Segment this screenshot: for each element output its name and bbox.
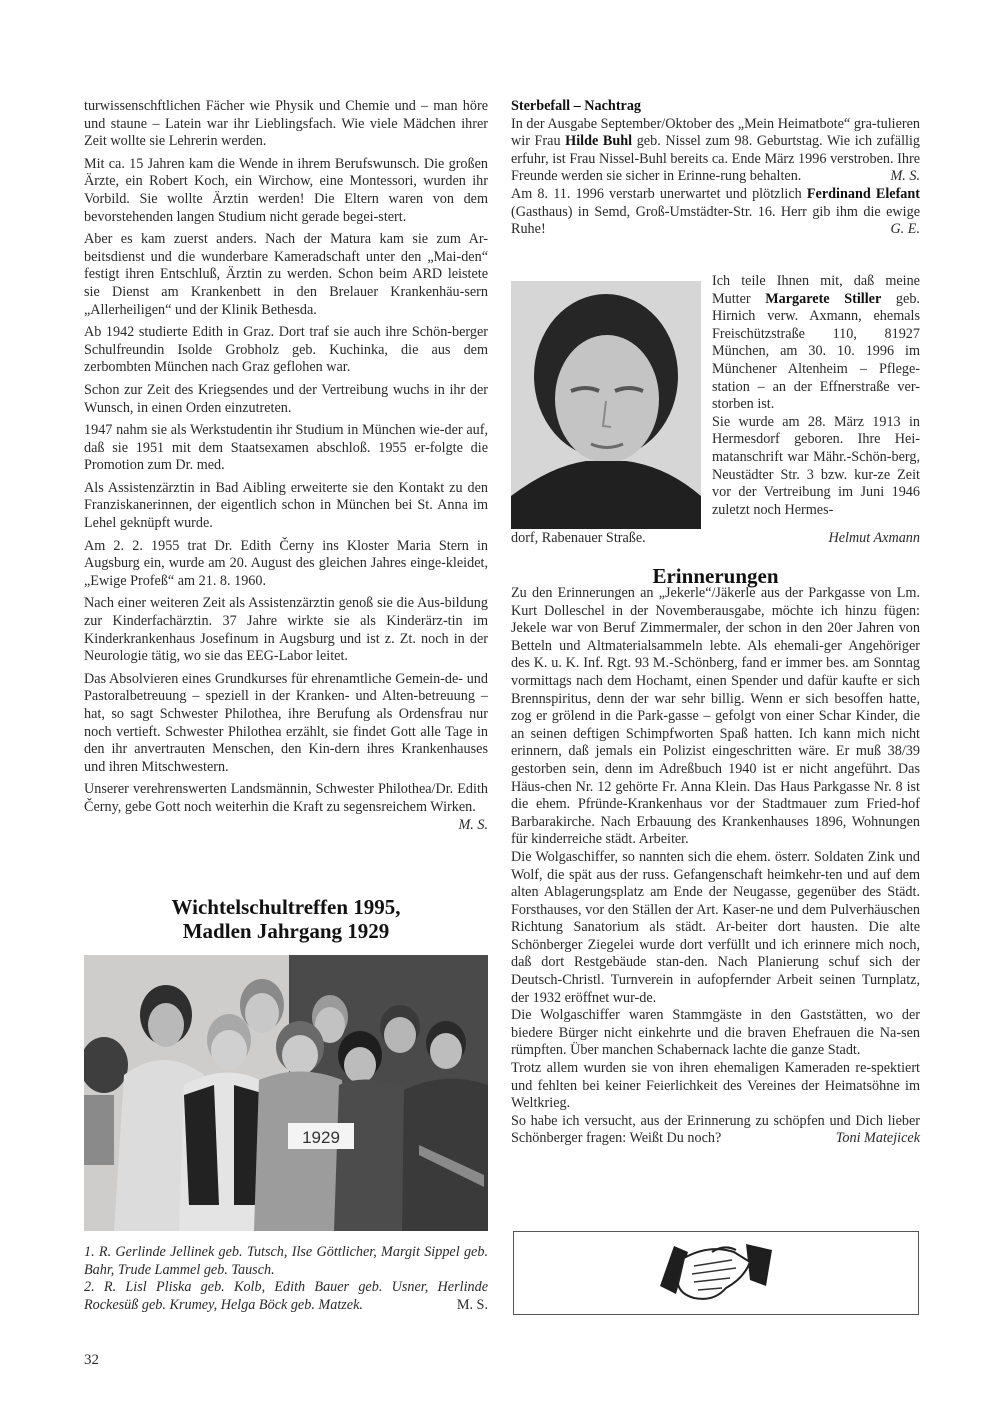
paragraph: Als Assistenzärztin in Bad Aibling erweiterte sie den Kontakt zu den Franziskanerinnen, der eigentlich schon in München bei St. Anna im Lehel geknüpft wurde.: [84, 479, 488, 532]
person-name: Margarete Stiller: [765, 290, 882, 307]
text: geb. Hirnich verw. Axmann, ehemals Freischützstraße 110, 81927 München, am 30. 10. 1996 im Münchener Altenheim – Pflege-station – an der Effnerstraße ver-storben ist.: [712, 290, 920, 413]
text: (Gasthaus) in Semd, Groß-Umstädter-Str. 16. Herr gib ihm die ewige Ruhe!: [511, 203, 920, 238]
page-number: 32: [84, 1352, 99, 1368]
handshake-box: [513, 1231, 919, 1315]
left-article-column: [84, 98, 488, 839]
obituary-paragraph-1: [712, 273, 920, 414]
text: Ich teile Ihnen mit, daß meine Mutter: [712, 273, 920, 307]
text: In der Ausgabe September/Oktober des „Mein Heimatbote“ gra-tulieren wir Frau: [511, 115, 920, 150]
paragraph: Trotz allem wurden sie von ihren ehemaligen Kameraden re-spektiert und fehlten bei keiner Feierlichkeit des Vereines der Heimatsöhne im Weltkrieg.: [511, 1060, 920, 1112]
portrait-frame: [511, 281, 701, 529]
sterbefall-article: [511, 98, 920, 239]
author-signature: M. S.: [458, 816, 488, 833]
sterbefall-paragraph-2: [511, 186, 920, 239]
group-photo-icon: [84, 955, 488, 1231]
author-signature: G. E.: [890, 221, 920, 238]
closing-paragraph: [84, 781, 488, 834]
paragraph: Am 2. 2. 1955 trat Dr. Edith Černy ins Kloster Maria Stern in Augsburg ein, wurde am 20. August des gleichen Jahres einge-kleidet, „Ewige Profeß“ am 21. 8. 1960.: [84, 537, 488, 589]
paragraph: Aber es kam zuerst anders. Nach der Matura kam sie zum Ar-beitsdienst und die wunderbare Kameradschaft unter den „Mai-den“ festigt ihren Entschluß, Ärztin zu werden. Schon beim ARD leistete sie Dienst am Krankenbett in den Brelauer Krankenhäu-sern „Allerheiligen“ und der Klinik Bethesda.: [84, 231, 488, 318]
obituary-paragraph-2: Sie wurde am 28. März 1913 in Hermesdorf geboren. Ihre Hei-matanschrift war Mähr.-Schön-berg, Neustädter Str. 3 bzw. kur-ze Zeit vor der Vertreibung im Juni 1946 zuletzt noch Hermes-: [712, 413, 920, 518]
paragraph: turwissenschftlichen Fächer wie Physik und Chemie und – man höre und staune – Latein war ihr Lieblingsfach. Wie viele Mädchen ihrer Zeit wollte sie Lehrerin werden.: [84, 98, 488, 150]
continuation-text: dorf, Rabenauer Straße.: [511, 530, 646, 546]
paragraph: Die Wolgaschiffer, so nannten sich die ehem. österr. Soldaten Zink und Wolf, die spät aus der russ. Gefangenschaft heimkehr-ten und auf dem alten Ablagerungsplatz am Ende der Neugasse, gegenüber des Städt. Forsthauses, vor den Ställen der Art. Kaser-ne und dem Pulverhäuschen Richtung Sanatorium als städt. Ar-beiter dort hausten. Die alte Schönberger Ziegelei wurde dort verfüllt und ich erinnere mich noch, daß dort Restgebäude stan-den. Nach Planierung schuf sich der Deutsch-Christl. Turnverein in aufopfernder Arbeit seinen Turnplatz, der 1932 eröffnet wur-de.: [511, 848, 920, 1006]
author-signature: M. S.: [890, 168, 920, 185]
paragraph: Schon zur Zeit des Kriegsendes und der Vertreibung wuchs in ihr der Wunsch, in einen Orden einzutreten.: [84, 381, 488, 416]
group-photo-illustration: [84, 955, 488, 1231]
wichtel-heading: [84, 895, 488, 943]
obituary-text: [712, 273, 920, 519]
handshake-icon: [654, 1238, 779, 1308]
photo-sign-text: 1929: [302, 1128, 340, 1147]
paragraph: Die Wolgaschiffer waren Stammgäste in den Gaststätten, wo der biedere Bürger nicht einkehrte und die braven Ehefrauen die Na-sen rümpften. Über manchen Schabernack lachte die ganze Stadt.: [511, 1007, 920, 1059]
text: geb. Nissel zum 98. Geburtstag. Wie ich zufällig erfuhr, ist Frau Nissel-Buhl bereits ca. Ende März 1996 verstroben. Ihre Freunde werden sie sicher in Erinne-rung behalten.: [511, 133, 920, 185]
portrait-illustration: [511, 281, 701, 529]
closing-paragraph: [511, 1113, 920, 1148]
erinnerungen-heading: Erinnerungen: [652, 564, 779, 588]
paragraph: Zu den Erinnerungen an „Jekerle“/Jäkerle aus der Parkgasse von Lm. Kurt Dolleschel in der Novemberausgabe, möchte ich hinzu fügen: Jekele war von Beruf Zimmermaler, der schon in den 20er Jahren von Betteln und Altmaterialsammeln lebte. Als ehemali-ger Angehöriger des K. u. K. Inf. Rgt. 93 M.-Schönberg, fand er immer bes. am Sonntag vormittags nach dem Hochamt, einen Spender und dafür kaufte er sich Brennspiritus, denn der war sehr billig. Wenn er sich besoffen hatte, zog er grölend in die Park-gasse – gefolgt von einer Schar Kinder, die an seinen deftigen Schimpfworten Spaß hatten. Ich kann mich nicht erinnern, daß jemals ein Polizist eingeschritten wäre. Er muß 38/39 gestorben sein, denn im Adreßbuch 1940 ist er nicht angeführt. Das Häus-chen Nr. 12 gehörte Fr. Anna Klein. Das Haus Parkgasse Nr. 8 ist die ehem. Pfründe-Krankenhaus vor der Stadtmauer zum Fried-hof Barbarakirche. Nach Erbauung des Krankenhauses 1896, Wohnungen für kinderreiche städt. Arbeiter.: [511, 585, 920, 848]
paragraph-text: So habe ich versucht, aus der Erinnerung zu schöpfen und Dich lieber Schönberger fragen: Weißt Du noch?: [511, 1112, 920, 1147]
sterbefall-paragraph-1: [511, 116, 920, 186]
paragraph: Ab 1942 studierte Edith in Graz. Dort traf sie auch ihre Schön-berger Schulfreundin Isolde Grobholz geb. Kuchinka, die aus dem zerbombten München nach Graz geflohen war.: [84, 324, 488, 376]
photo-caption: [84, 1244, 488, 1314]
paragraph: Nach einer weiteren Zeit als Assistenzärztin genoß sie die Aus-bildung zur Kinderfachärztin. 37 Jahre wirkte sie als Kinderärz-tin im Kinderkrankenhaus Josefinum in Augsburg und ist z. Zt. noch in der Neurologie tätig, wo sie das EEG-Labor leitet.: [84, 595, 488, 665]
author-signature: Helmut Axmann: [828, 530, 920, 546]
heading-line: Madlen Jahrgang 1929: [182, 919, 390, 943]
author-signature: Toni Matejicek: [835, 1130, 920, 1147]
person-name: Ferdinand Elefant: [806, 185, 921, 202]
obituary-continuation: [511, 530, 920, 548]
heading-line: Wichtelschultreffen 1995,: [171, 895, 401, 919]
paragraph: Das Absolvieren eines Grundkurses für ehrenamtliche Gemein-de- und Pastoralbetreuung – speziell in der Kranken- und Alten-betreuung – hat, so sagt Schwester Philothea, ihre Berufung als Ordensfrau nur noch vertieft. Schwester Philothea erzählt, sie findet Gott alle Tage in den ihr anvertrauten Menschen, den Kin-dern ihres Krankenhauses und ihren Mitschwestern.: [84, 670, 488, 775]
text: Am 8. 11. 1996 verstarb unerwartet und plötzlich: [511, 185, 807, 202]
caption-row-2: 2. R. Lisl Pliska geb. Kolb, Edith Bauer geb. Usner, Herlinde Rockesüß geb. Krumey, Helga Böck geb. Matzek.: [84, 1279, 488, 1313]
portrait-photo-icon: [511, 281, 701, 529]
sterbefall-heading: Sterbefall – Nachtrag: [511, 98, 642, 114]
erinnerungen-article: [511, 585, 920, 1148]
caption-row-1: 1. R. Gerlinde Jellinek geb. Tutsch, Ilse Göttlicher, Margit Sippel geb. Bahr, Trude Lammel geb. Tausch.: [84, 1244, 488, 1278]
person-name: Hilde Buhl: [565, 133, 633, 150]
caption-signature: M. S.: [456, 1296, 488, 1313]
paragraph-text: Unserer verehrenswerten Landsmännin, Schwester Philothea/Dr. Edith Černy, gebe Gott noch weiterhin die Kraft zu segensreichem Wirken.: [84, 781, 488, 815]
paragraph: Mit ca. 15 Jahren kam die Wende in ihrem Berufswunsch. Die großen Ärzte, ein Robert Koch, ein Wirchow, eine Montessori, wurden ihr Vorbild. Sie wollte Ärztin werden! Die Eltern waren von dem bevorstehenden langen Studium nicht gerade begei-stert.: [84, 155, 488, 225]
caption-row-2-wrap: [84, 1279, 488, 1314]
paragraph: 1947 nahm sie als Werkstudentin ihr Studium in München wie-der auf, daß sie 1951 mit dem Staatsexamen abschloß. 1955 er-folgte die Promotion zum Dr. med.: [84, 422, 488, 474]
